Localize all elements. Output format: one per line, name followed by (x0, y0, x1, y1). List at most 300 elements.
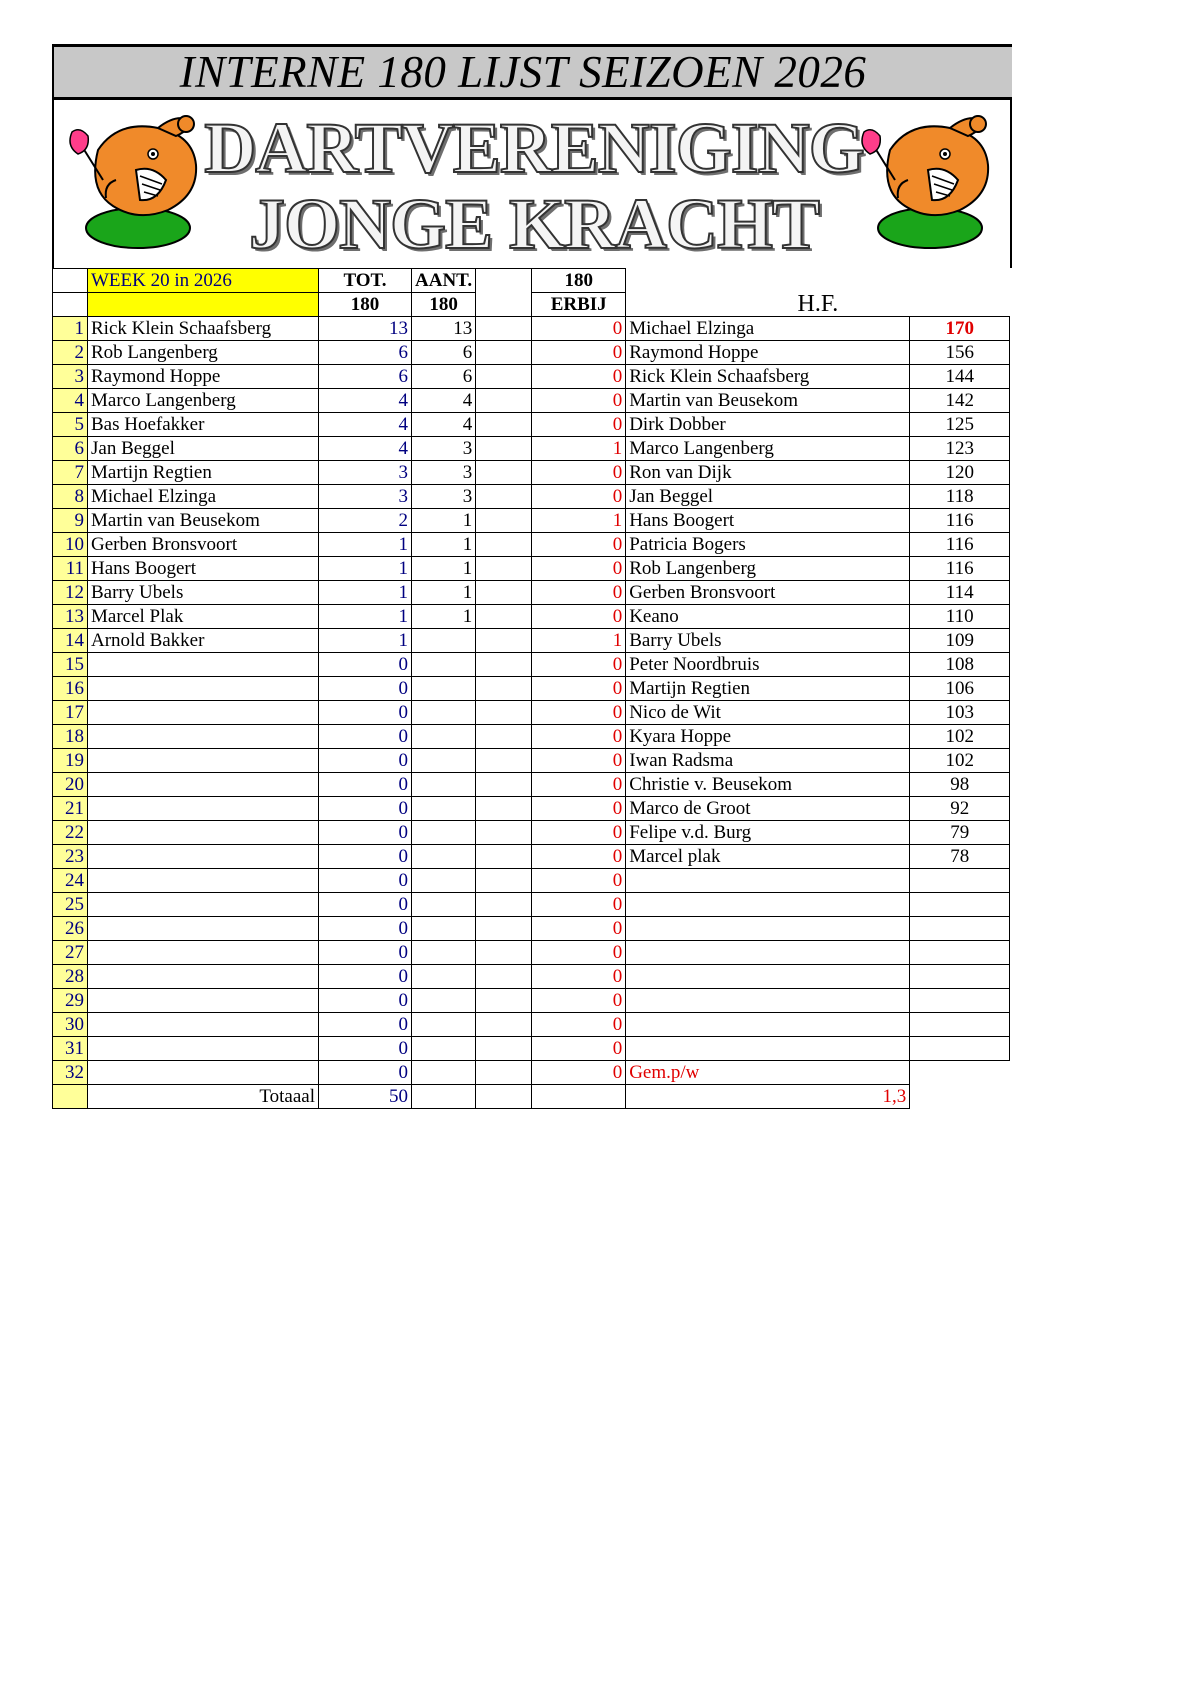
erbij-cell: 1 (532, 437, 626, 461)
count-180-cell (412, 653, 476, 677)
hf-name-cell: Keano (626, 605, 910, 629)
rank-cell: 3 (53, 365, 88, 389)
total-180-cell: 0 (319, 1061, 412, 1085)
score-table (52, 268, 1010, 1109)
total-180-cell: 1 (319, 533, 412, 557)
rank-cell: 1 (53, 317, 88, 341)
hf-name-cell: Martijn Regtien (626, 677, 910, 701)
hf-name-cell: Kyara Hoppe (626, 725, 910, 749)
blank-cell (476, 437, 532, 461)
table-row (53, 701, 1010, 725)
blank-cell (476, 989, 532, 1013)
rank-cell: 22 (53, 821, 88, 845)
total-180-cell: 1 (319, 557, 412, 581)
table-row (53, 389, 1010, 413)
erbij-cell: 0 (532, 533, 626, 557)
rank-cell: 18 (53, 725, 88, 749)
hf-name-cell: Hans Boogert (626, 509, 910, 533)
player-name-cell (88, 677, 319, 701)
total-180-cell: 0 (319, 701, 412, 725)
table-row (53, 653, 1010, 677)
hf-name-cell: Dirk Dobber (626, 413, 910, 437)
hf-name-cell (626, 893, 910, 917)
rank-cell: 13 (53, 605, 88, 629)
header-aant-top: AANT. (412, 269, 476, 293)
rank-cell: 24 (53, 869, 88, 893)
count-180-cell: 4 (412, 413, 476, 437)
total-label: Totaaal (88, 1085, 319, 1109)
header-aant-bottom: 180 (412, 293, 476, 317)
total-180-cell: 0 (319, 749, 412, 773)
erbij-cell: 1 (532, 629, 626, 653)
rank-cell: 6 (53, 437, 88, 461)
blank-cell (476, 557, 532, 581)
blank-cell (476, 773, 532, 797)
count-180-cell (412, 821, 476, 845)
header-erbij-top: 180 (532, 269, 626, 293)
count-180-cell (412, 725, 476, 749)
rank-cell: 5 (53, 413, 88, 437)
player-name-cell (88, 965, 319, 989)
erbij-cell: 0 (532, 701, 626, 725)
table-row (53, 533, 1010, 557)
header-num-cell (53, 293, 88, 317)
count-180-cell (412, 629, 476, 653)
count-180-cell (412, 869, 476, 893)
player-name-cell (88, 773, 319, 797)
count-180-cell: 13 (412, 317, 476, 341)
rank-cell: 7 (53, 461, 88, 485)
erbij-cell: 0 (532, 461, 626, 485)
erbij-cell: 0 (532, 557, 626, 581)
player-name-cell (88, 1013, 319, 1037)
table-row (53, 677, 1010, 701)
player-name-cell (88, 821, 319, 845)
blank-cell (476, 845, 532, 869)
erbij-cell: 0 (532, 845, 626, 869)
header-blank-cell (476, 269, 532, 293)
hf-value-cell (910, 1013, 1010, 1037)
count-180-cell (412, 1013, 476, 1037)
erbij-cell: 0 (532, 365, 626, 389)
count-180-cell: 1 (412, 509, 476, 533)
hf-name-cell (626, 965, 910, 989)
header-tot-bottom: 180 (319, 293, 412, 317)
erbij-cell: 0 (532, 605, 626, 629)
count-180-cell: 3 (412, 437, 476, 461)
rank-cell: 27 (53, 941, 88, 965)
blank-cell (476, 533, 532, 557)
hf-value-cell: 116 (910, 557, 1010, 581)
table-row (53, 1037, 1010, 1061)
table-row (53, 989, 1010, 1013)
blank-cell (476, 701, 532, 725)
erbij-cell: 0 (532, 413, 626, 437)
blank-cell (476, 1085, 532, 1109)
table-row (53, 821, 1010, 845)
player-name-cell (88, 917, 319, 941)
erbij-cell: 0 (532, 869, 626, 893)
player-name-cell: Martin van Beusekom (88, 509, 319, 533)
rank-cell: 14 (53, 629, 88, 653)
player-name-cell (88, 701, 319, 725)
hf-value-cell: 103 (910, 701, 1010, 725)
total-180-cell: 0 (319, 917, 412, 941)
hf-name-cell (626, 1037, 910, 1061)
total-180-cell: 0 (319, 869, 412, 893)
player-name-cell (88, 749, 319, 773)
erbij-cell: 0 (532, 725, 626, 749)
hf-name-cell: Peter Noordbruis (626, 653, 910, 677)
erbij-cell: 0 (532, 917, 626, 941)
count-180-cell: 3 (412, 485, 476, 509)
rank-cell: 21 (53, 797, 88, 821)
hf-value-cell: 123 (910, 437, 1010, 461)
total-180-cell: 1 (319, 581, 412, 605)
erbij-cell: 0 (532, 797, 626, 821)
total-180-cell: 0 (319, 941, 412, 965)
player-name-cell (88, 653, 319, 677)
total-180-cell: 1 (319, 629, 412, 653)
hf-value-cell: 125 (910, 413, 1010, 437)
rank-cell: 4 (53, 389, 88, 413)
count-180-cell (412, 965, 476, 989)
table-row (53, 1061, 1010, 1085)
total-180-cell: 4 (319, 389, 412, 413)
header-tot-top: TOT. (319, 269, 412, 293)
erbij-cell: 0 (532, 677, 626, 701)
table-row (53, 629, 1010, 653)
erbij-cell: 0 (532, 1013, 626, 1037)
hf-name-cell (626, 869, 910, 893)
rank-cell: 19 (53, 749, 88, 773)
hf-value-cell: 156 (910, 341, 1010, 365)
hf-name-cell (626, 1013, 910, 1037)
erbij-cell: 0 (532, 749, 626, 773)
club-name-line2: JONGE KRACHT (248, 184, 820, 264)
rank-cell: 31 (53, 1037, 88, 1061)
blank-cell (476, 365, 532, 389)
blank-cell (476, 485, 532, 509)
hf-value-cell: 108 (910, 653, 1010, 677)
table-row (53, 893, 1010, 917)
blank-cell (476, 1061, 532, 1085)
total-180-cell: 0 (319, 773, 412, 797)
table-row (53, 917, 1010, 941)
table-row (53, 1013, 1010, 1037)
blank-cell (476, 725, 532, 749)
blank-cell (476, 677, 532, 701)
hf-name-cell: Iwan Radsma (626, 749, 910, 773)
count-180-cell (412, 1085, 476, 1109)
table-row (53, 437, 1010, 461)
rank-cell: 29 (53, 989, 88, 1013)
total-row (53, 1085, 1010, 1109)
count-180-cell (412, 797, 476, 821)
total-180-cell: 0 (319, 677, 412, 701)
erbij-cell: 0 (532, 653, 626, 677)
table-row (53, 605, 1010, 629)
table-row (53, 965, 1010, 989)
player-name-cell (88, 869, 319, 893)
total-180-cell: 0 (319, 1037, 412, 1061)
count-180-cell: 4 (412, 389, 476, 413)
hf-value-cell: 120 (910, 461, 1010, 485)
erbij-cell: 0 (532, 581, 626, 605)
player-name-cell (88, 797, 319, 821)
total-180-cell: 2 (319, 509, 412, 533)
total-180-cell: 0 (319, 653, 412, 677)
blank-cell (476, 965, 532, 989)
empty-cell (910, 1061, 1010, 1085)
total-180-cell: 1 (319, 605, 412, 629)
blank-cell (476, 821, 532, 845)
count-180-cell: 3 (412, 461, 476, 485)
week-label-blank (88, 293, 319, 317)
table-row (53, 317, 1010, 341)
blank-cell (476, 317, 532, 341)
total-180-cell: 6 (319, 365, 412, 389)
player-name-cell (88, 1037, 319, 1061)
table-row (53, 341, 1010, 365)
rank-cell: 10 (53, 533, 88, 557)
player-name-cell (88, 725, 319, 749)
blank-cell (476, 413, 532, 437)
hf-name-cell: Michael Elzinga (626, 317, 910, 341)
hf-name-cell: Felipe v.d. Burg (626, 821, 910, 845)
count-180-cell: 6 (412, 365, 476, 389)
blank-cell (476, 1013, 532, 1037)
blank-cell (476, 749, 532, 773)
erbij-cell: 0 (532, 1061, 626, 1085)
hf-name-cell: Christie v. Beusekom (626, 773, 910, 797)
rank-cell: 20 (53, 773, 88, 797)
hf-name-cell: Barry Ubels (626, 629, 910, 653)
hf-value-cell: 170 (910, 317, 1010, 341)
erbij-cell: 0 (532, 341, 626, 365)
erbij-cell: 0 (532, 773, 626, 797)
club-banner (52, 100, 1012, 268)
header-blank-cell (476, 293, 532, 317)
total-180-cell: 0 (319, 893, 412, 917)
rank-cell: 26 (53, 917, 88, 941)
hf-value-cell (910, 893, 1010, 917)
total-180-cell: 0 (319, 725, 412, 749)
blank-cell (476, 389, 532, 413)
player-name-cell: Marcel Plak (88, 605, 319, 629)
player-name-cell: Rob Langenberg (88, 341, 319, 365)
player-name-cell (88, 989, 319, 1013)
header-num-cell (53, 269, 88, 293)
hf-value-cell (910, 1037, 1010, 1061)
erbij-cell: 0 (532, 893, 626, 917)
empty-cell (910, 1085, 1010, 1109)
hf-name-cell: Rob Langenberg (626, 557, 910, 581)
player-name-cell: Bas Hoefakker (88, 413, 319, 437)
table-row (53, 413, 1010, 437)
title-bar (52, 44, 1012, 100)
rank-cell: 11 (53, 557, 88, 581)
hf-name-cell: Nico de Wit (626, 701, 910, 725)
blank-cell (476, 341, 532, 365)
erbij-cell: 0 (532, 317, 626, 341)
blank-cell (476, 581, 532, 605)
player-name-cell (88, 893, 319, 917)
total-180-cell: 0 (319, 989, 412, 1013)
total-180-cell: 4 (319, 413, 412, 437)
player-name-cell: Arnold Bakker (88, 629, 319, 653)
count-180-cell (412, 1061, 476, 1085)
hf-name-cell: Jan Beggel (626, 485, 910, 509)
player-name-cell: Michael Elzinga (88, 485, 319, 509)
rank-cell: 16 (53, 677, 88, 701)
blank-cell (476, 797, 532, 821)
blank-cell (476, 629, 532, 653)
count-180-cell (412, 701, 476, 725)
player-name-cell (88, 845, 319, 869)
erbij-cell: 0 (532, 965, 626, 989)
blank-cell (476, 1037, 532, 1061)
hf-value-cell: 102 (910, 749, 1010, 773)
player-name-cell: Jan Beggel (88, 437, 319, 461)
hf-value-cell (910, 869, 1010, 893)
hf-name-cell: Martin van Beusekom (626, 389, 910, 413)
player-name-cell: Barry Ubels (88, 581, 319, 605)
hf-value-cell: 116 (910, 509, 1010, 533)
table-row (53, 869, 1010, 893)
count-180-cell (412, 893, 476, 917)
hf-value-cell: 106 (910, 677, 1010, 701)
hf-value-cell (910, 941, 1010, 965)
hf-name-cell (626, 989, 910, 1013)
rank-cell: 8 (53, 485, 88, 509)
table-row (53, 797, 1010, 821)
hf-value-cell: 110 (910, 605, 1010, 629)
hf-value-cell (910, 989, 1010, 1013)
total-180-cell: 0 (319, 1013, 412, 1037)
rank-cell: 2 (53, 341, 88, 365)
hf-value-cell: 98 (910, 773, 1010, 797)
average-value: 1,3 (626, 1085, 910, 1109)
hf-name-cell: Rick Klein Schaafsberg (626, 365, 910, 389)
page-title: INTERNE 180 LIJST SEIZOEN 2026 (179, 46, 867, 97)
erbij-cell: 0 (532, 941, 626, 965)
hf-value-cell: 142 (910, 389, 1010, 413)
header-erbij-bottom: ERBIJ (532, 293, 626, 317)
hf-name-cell: Patricia Bogers (626, 533, 910, 557)
week-label: WEEK 20 in 2026 (88, 269, 319, 293)
count-180-cell: 1 (412, 533, 476, 557)
blank-cell (476, 653, 532, 677)
hf-value-cell: 78 (910, 845, 1010, 869)
erbij-cell: 1 (532, 509, 626, 533)
hf-name-cell: Marcel plak (626, 845, 910, 869)
average-label: Gem.p/w (626, 1061, 910, 1085)
erbij-cell: 0 (532, 989, 626, 1013)
blank-cell (476, 917, 532, 941)
hf-name-cell: Raymond Hoppe (626, 341, 910, 365)
hf-value-cell (910, 965, 1010, 989)
count-180-cell (412, 845, 476, 869)
hf-name-cell: Marco Langenberg (626, 437, 910, 461)
erbij-cell: 0 (532, 389, 626, 413)
rank-cell: 15 (53, 653, 88, 677)
player-name-cell: Marco Langenberg (88, 389, 319, 413)
total-180-cell: 0 (319, 821, 412, 845)
table-row (53, 941, 1010, 965)
total-180-cell: 0 (319, 965, 412, 989)
blank-cell (476, 605, 532, 629)
hf-value-cell: 79 (910, 821, 1010, 845)
hf-value-cell: 109 (910, 629, 1010, 653)
blank-cell (476, 941, 532, 965)
table-row (53, 365, 1010, 389)
hf-value-cell: 116 (910, 533, 1010, 557)
count-180-cell (412, 773, 476, 797)
blank-cell (476, 869, 532, 893)
player-name-cell: Hans Boogert (88, 557, 319, 581)
player-name-cell: Martijn Regtien (88, 461, 319, 485)
player-name-cell (88, 941, 319, 965)
rank-cell: 9 (53, 509, 88, 533)
player-name-cell: Raymond Hoppe (88, 365, 319, 389)
hf-title: H.F. (626, 269, 1010, 317)
blank-cell (476, 509, 532, 533)
count-180-cell (412, 917, 476, 941)
count-180-cell (412, 941, 476, 965)
erbij-cell: 0 (532, 1037, 626, 1061)
player-name-cell: Rick Klein Schaafsberg (88, 317, 319, 341)
header-row-1 (53, 269, 1010, 293)
blank-cell (476, 461, 532, 485)
table-row (53, 461, 1010, 485)
count-180-cell: 1 (412, 557, 476, 581)
table-row (53, 845, 1010, 869)
erbij-cell (532, 1085, 626, 1109)
table-row (53, 581, 1010, 605)
rank-cell: 28 (53, 965, 88, 989)
rank-cell: 25 (53, 893, 88, 917)
rank-cell: 12 (53, 581, 88, 605)
table-row (53, 509, 1010, 533)
count-180-cell: 1 (412, 581, 476, 605)
hf-name-cell: Gerben Bronsvoort (626, 581, 910, 605)
total-180-cell: 13 (319, 317, 412, 341)
total-180-cell: 4 (319, 437, 412, 461)
hf-value-cell: 102 (910, 725, 1010, 749)
table-row (53, 725, 1010, 749)
player-name-cell: Gerben Bronsvoort (88, 533, 319, 557)
hf-value-cell: 144 (910, 365, 1010, 389)
rank-cell (53, 1085, 88, 1109)
table-row (53, 485, 1010, 509)
count-180-cell: 6 (412, 341, 476, 365)
count-180-cell (412, 1037, 476, 1061)
total-180-value: 50 (319, 1085, 412, 1109)
count-180-cell (412, 677, 476, 701)
rank-cell: 30 (53, 1013, 88, 1037)
hf-name-cell (626, 917, 910, 941)
hf-name-cell: Marco de Groot (626, 797, 910, 821)
rank-cell: 17 (53, 701, 88, 725)
hf-value-cell: 92 (910, 797, 1010, 821)
table-row (53, 773, 1010, 797)
hf-name-cell: Ron van Dijk (626, 461, 910, 485)
total-180-cell: 0 (319, 797, 412, 821)
club-name-line1: DARTVERENIGING (204, 108, 864, 188)
player-name-cell (88, 1061, 319, 1085)
count-180-cell (412, 749, 476, 773)
